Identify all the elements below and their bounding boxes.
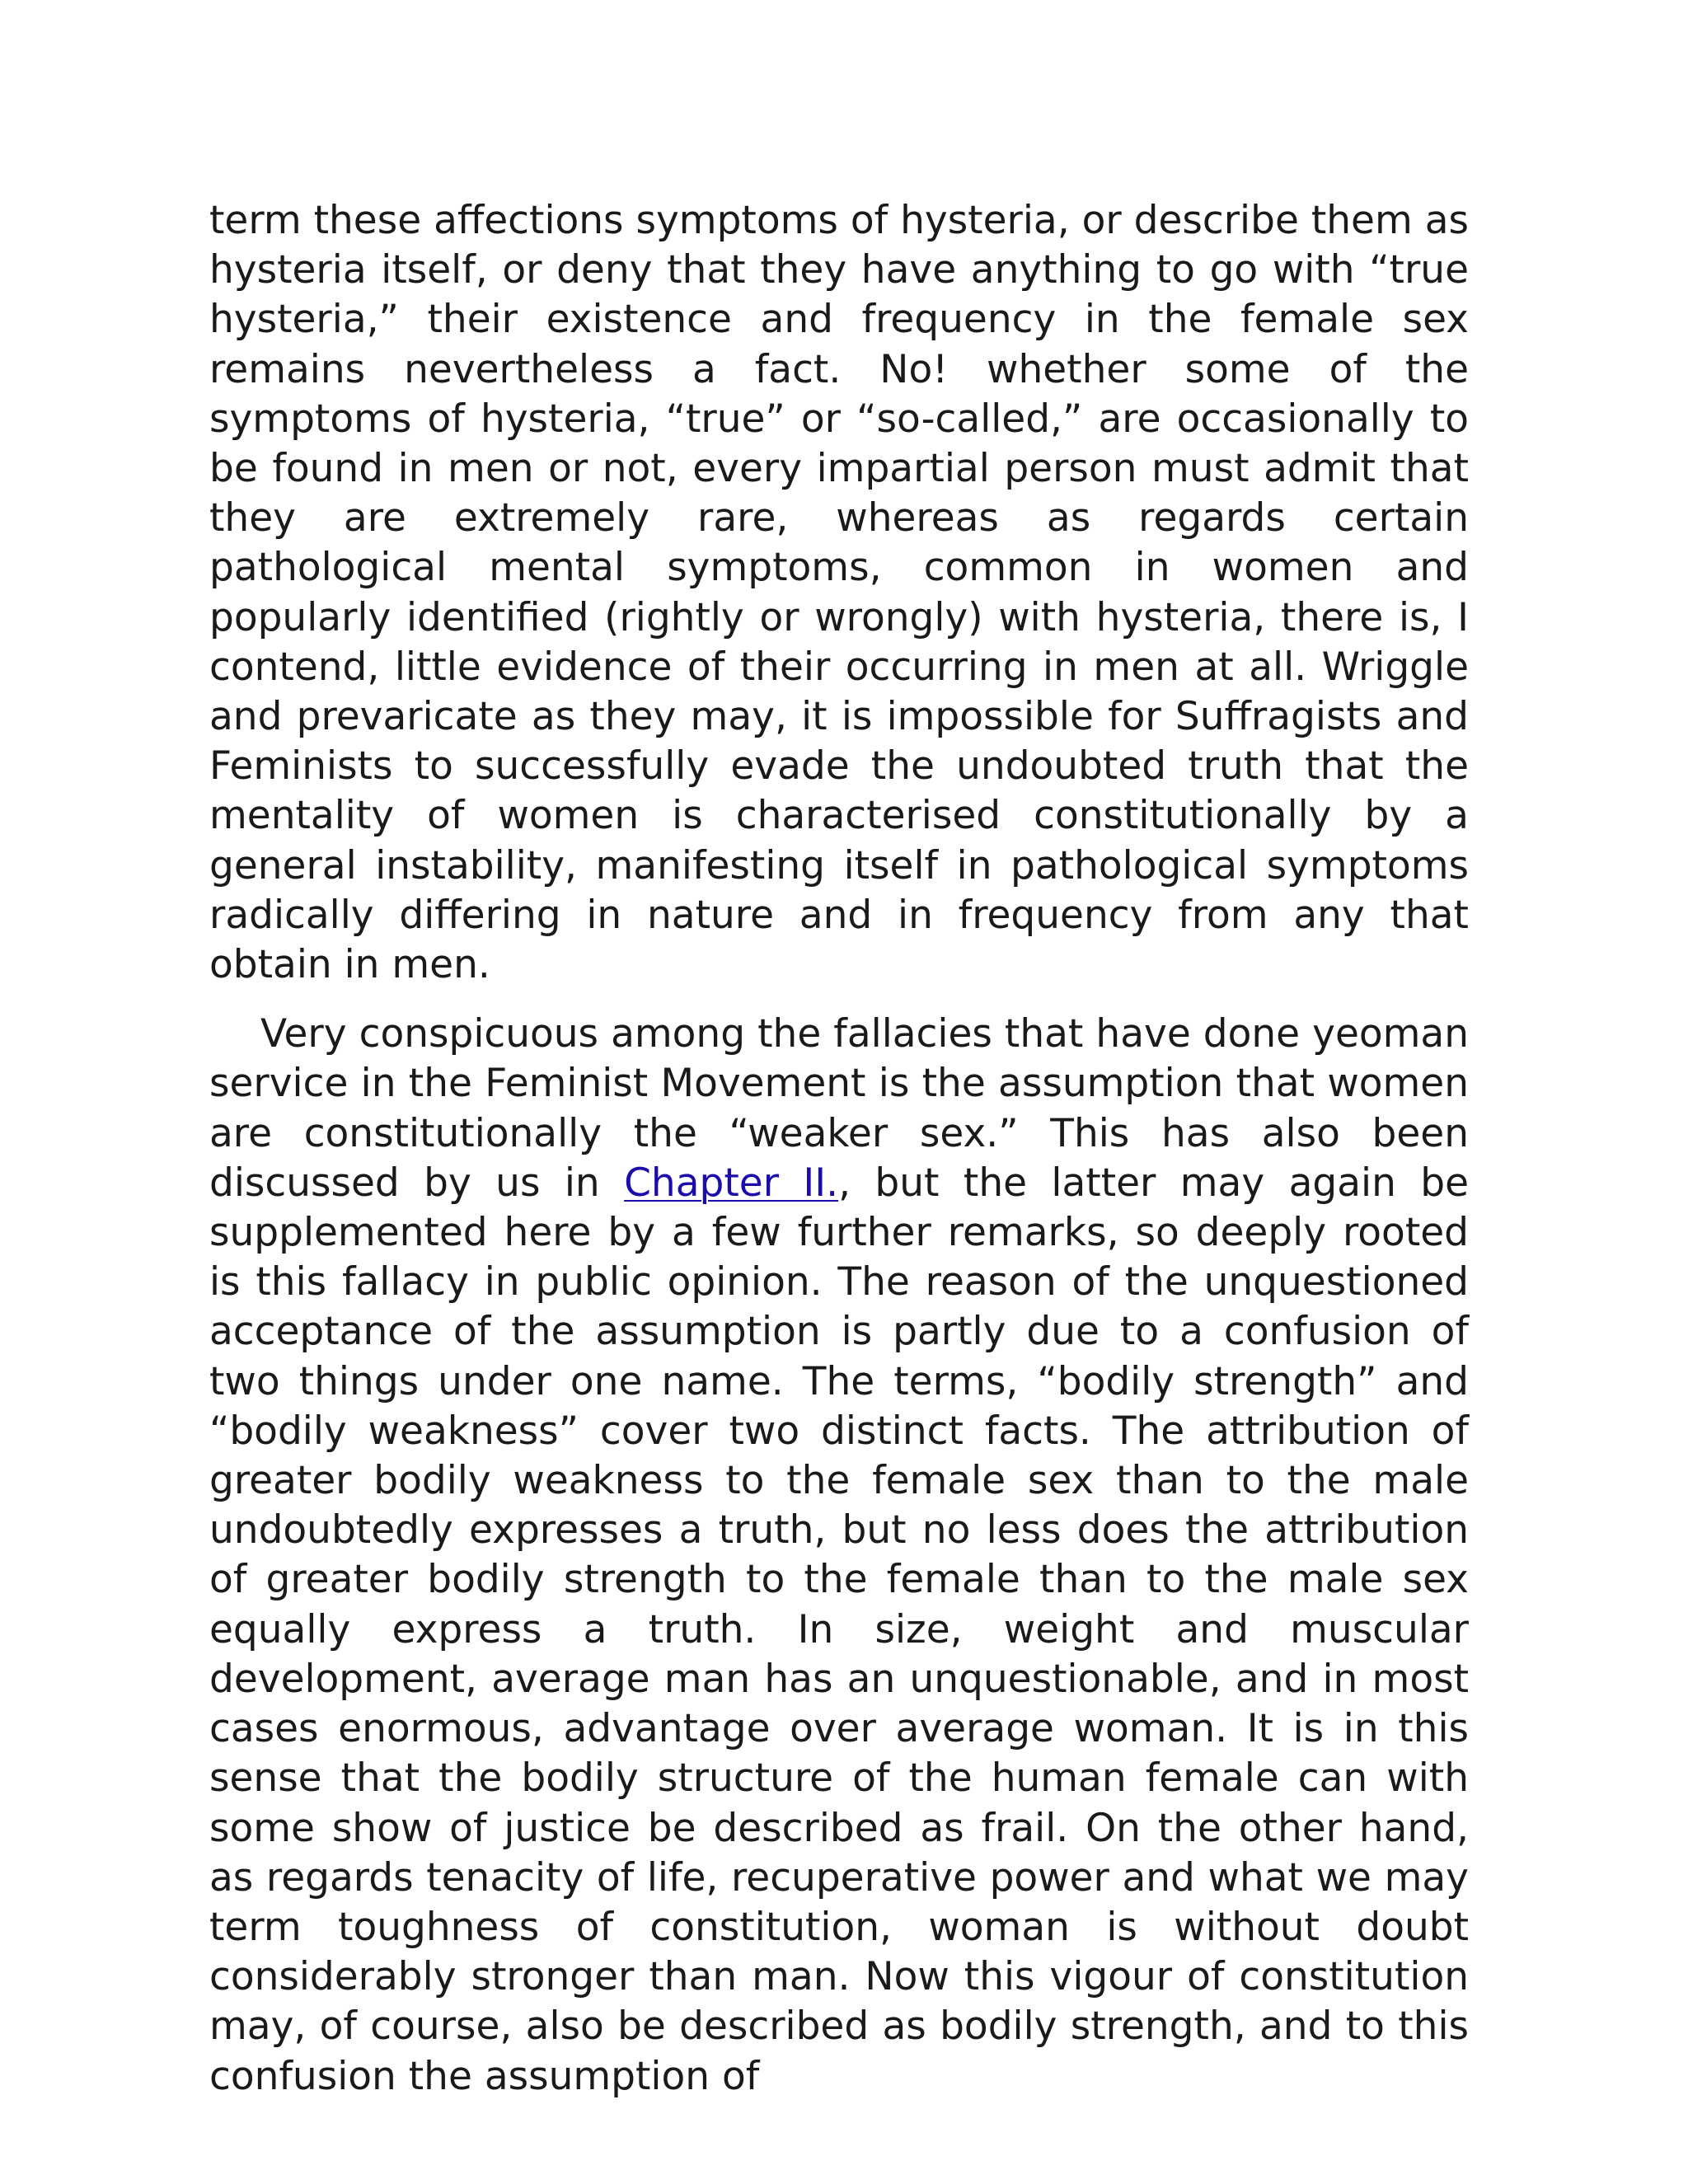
paragraph-weaker-sex: [209, 1010, 1469, 2101]
chapter-ii-link[interactable]: Chapter II.: [624, 1160, 839, 1206]
paragraph-text-before-link: Very conspicuous among the fallacies that have done yeoman service in the Feminist Movement is the assumption that women are constitutionally the “weaker sex.” This has also been discussed by us in: [209, 1011, 1469, 1206]
page-body: [209, 196, 1469, 2102]
paragraph-text-after-link: , but the latter may again be supplemented here by a few further remarks, so deeply rooted is this fallacy in public opinion. The reason of the unquestioned acceptance of the assumption is partly due to a confusion of two things under one name. The terms, “bodily strength” and “bodily weakness” cover two distinct facts. The attribution of greater bodily weakness to the female sex than to the male undoubtedly expresses a truth, but no less does the attribution of greater bodily strength to the female than to the male sex equally express a truth. In size, weight and muscular development, average man has an unquestionable, and in most cases enormous, advantage over average woman. It is in this sense that the bodily structure of the human female can with some show of justice be described as frail. On the other hand, as regards tenacity of life, recuperative power and what we may term toughness of constitution, woman is without doubt considerably stronger than man. Now this vigour of constitution may, of course, also be described as bodily strength, and to this confusion the assumption of: [209, 1160, 1470, 2099]
paragraph-hysteria: term these affections symptoms of hysteria, or describe them as hysteria itself, or deny that they have anything to go with “true hysteria,” their existence and frequency in the female sex remains nevertheless a fact. No! whether some of the symptoms of hysteria, “true” or “so-called,” are occasionally to be found in men or not, every impartial person must admit that they are extremely rare, whereas as regards certain pathological mental symptoms, common in women and popularly identified (rightly or wrongly) with hysteria, there is, I contend, little evidence of their occurring in men at all. Wriggle and prevaricate as they may, it is impossible for Suffragists and Feminists to successfully evade the undoubted truth that the mentality of women is characterised constitutionally by a general instability, manifesting itself in pathological symptoms radically differing in nature and in frequency from any that obtain in men.: [209, 198, 1469, 988]
